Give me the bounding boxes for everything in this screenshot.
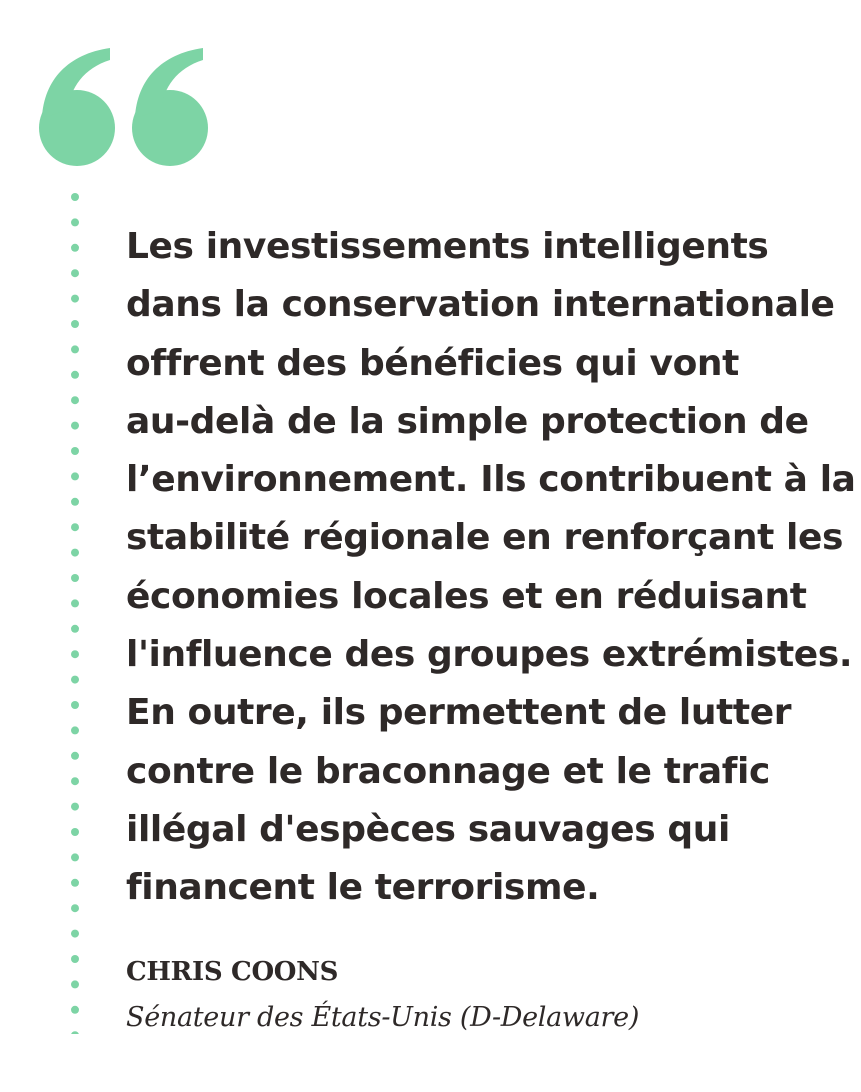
quote-line: offrent des bénéficies qui vont [126, 342, 739, 384]
quote-line: stabilité régionale en renforçant les [126, 517, 844, 559]
divider-dot [71, 828, 79, 836]
divider-dot [71, 447, 79, 455]
opening-quote-icon [38, 44, 218, 168]
divider-dot [71, 853, 79, 861]
divider-dot [71, 625, 79, 633]
author-role: Sénateur des États-Unis (D-Delaware) [126, 1002, 640, 1033]
divider-dot [71, 244, 79, 252]
divider-dot [71, 980, 79, 988]
divider-dot [71, 345, 79, 353]
divider-dot [71, 549, 79, 557]
author-name: CHRIS COONS [126, 957, 339, 987]
quote-line: au-delà de la simple protection de [126, 400, 809, 442]
divider-dot [71, 752, 79, 760]
quote-line: En outre, ils permettent de lutter [126, 692, 792, 734]
divider-dot [71, 193, 79, 201]
dotted-vertical-rule [70, 188, 80, 1034]
divider-dot [71, 726, 79, 734]
divider-dot [71, 574, 79, 582]
divider-dot [71, 218, 79, 226]
divider-dot [71, 295, 79, 303]
divider-dot [71, 396, 79, 404]
divider-dot [71, 676, 79, 684]
quote-text [126, 218, 856, 918]
quote-line: l'influence des groupes extrémistes. [126, 634, 853, 676]
quote-line: Les investissements intelligents [126, 226, 769, 267]
quote-line: financent le terrorisme. [126, 867, 600, 909]
divider-dot [71, 803, 79, 811]
divider-dot [71, 472, 79, 480]
divider-dot [71, 1006, 79, 1014]
divider-dot [71, 523, 79, 531]
quote-line: dans la conservation internationale [126, 284, 835, 326]
divider-dot [71, 955, 79, 963]
divider-dot [71, 599, 79, 607]
divider-dot [71, 879, 79, 887]
divider-dot [71, 422, 79, 430]
divider-dot [71, 1031, 79, 1034]
quote-line: l’environnement. Ils contribuent à la [126, 459, 856, 501]
divider-dot [71, 498, 79, 506]
quote-line: illégal d'espèces sauvages qui [126, 808, 730, 850]
divider-dot [71, 320, 79, 328]
divider-dot [71, 777, 79, 785]
quote-line: contre le braconnage et le trafic [126, 750, 770, 792]
divider-dot [71, 650, 79, 658]
divider-dot [71, 904, 79, 912]
quote-line: économies locales et en réduisant [126, 575, 807, 617]
divider-dot [71, 269, 79, 277]
divider-dot [71, 930, 79, 938]
divider-dot [71, 701, 79, 709]
divider-dot [71, 371, 79, 379]
